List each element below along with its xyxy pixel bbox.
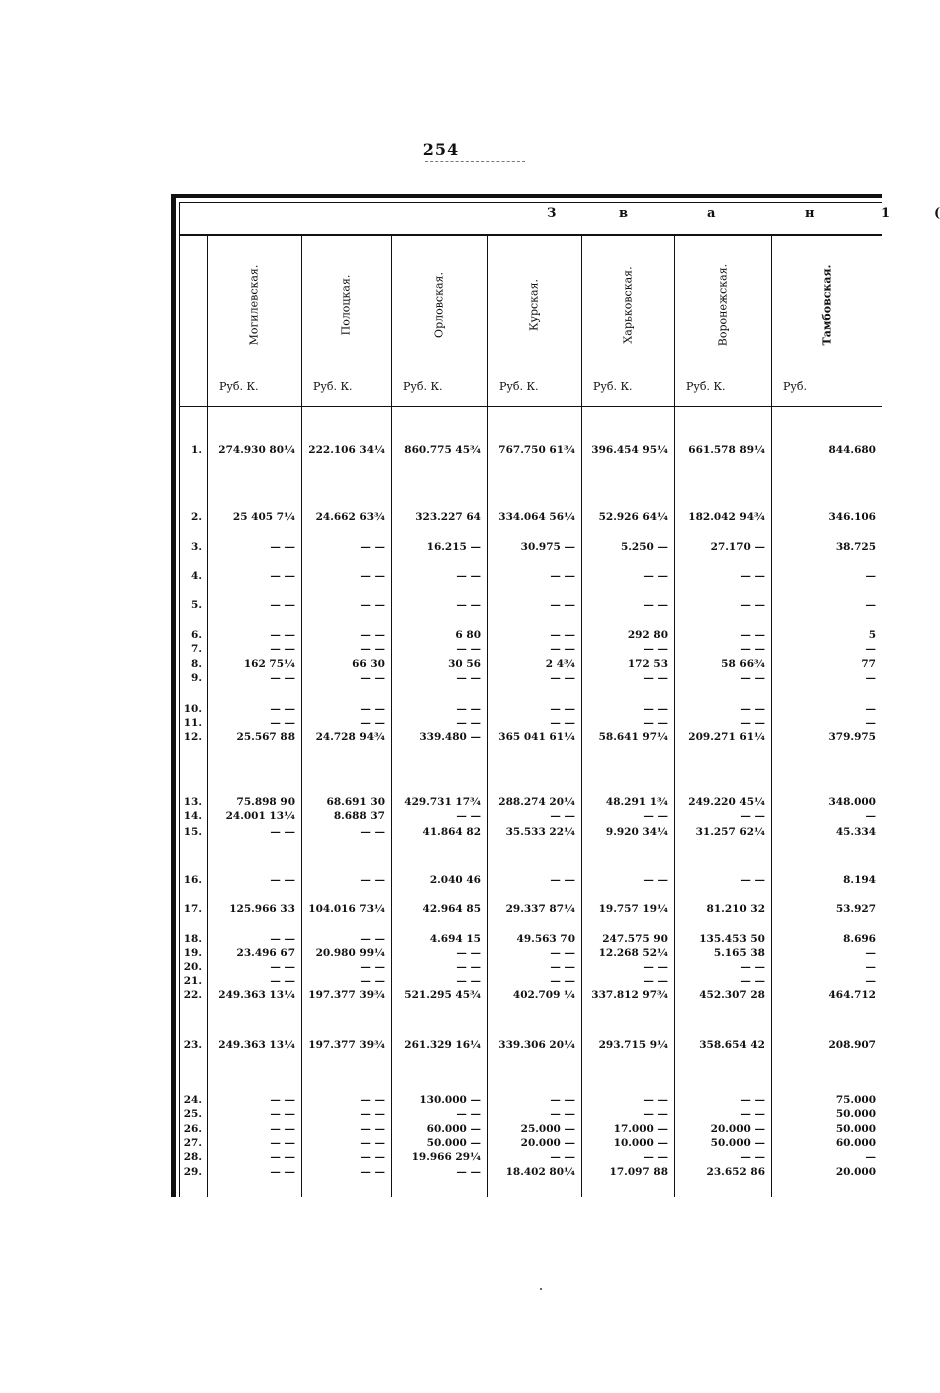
table-cell: — — — [270, 1094, 295, 1106]
row-number: 23. — [183, 1039, 202, 1051]
table-cell: 292 80 — [627, 629, 668, 641]
table-cell: 130.000 — — [419, 1094, 481, 1106]
table-cell: — — — [270, 717, 295, 729]
table-cell: 17.000 — — [613, 1123, 668, 1135]
table-cell: — — — [360, 1123, 385, 1135]
table-cell: 222.106 34¼ — [308, 444, 385, 456]
table-cell: 249.220 45¼ — [688, 796, 765, 808]
table-cell: — — — [643, 703, 668, 715]
table-cell: — — — [456, 947, 481, 959]
row-number: 9. — [191, 672, 202, 684]
table-cell: 20.000 — — [520, 1137, 575, 1149]
table-cell: — — — [270, 975, 295, 987]
table-cell: — — — [270, 1166, 295, 1178]
table-cell: 18.402 80¼ — [505, 1166, 575, 1178]
column-divider — [581, 234, 582, 1197]
row-number: 18. — [183, 933, 202, 945]
table-cell: — — — [360, 643, 385, 655]
table-cell: — — — [550, 1108, 575, 1120]
table-cell: — — — [550, 874, 575, 886]
header-letter: в — [619, 206, 629, 221]
column-header-label: Тамбовская. — [820, 264, 833, 346]
column-header-orel — [424, 250, 454, 360]
column-units: Руб. К. — [403, 380, 443, 393]
table-cell: — — — [740, 629, 765, 641]
row-number: 17. — [183, 903, 202, 915]
column-units: Руб. К. — [499, 380, 539, 393]
column-header-label: Харьковская. — [621, 266, 634, 344]
table-cell: 60.000 — — [426, 1123, 481, 1135]
column-header-mogilev — [239, 250, 269, 360]
table-cell: — — — [550, 975, 575, 987]
table-cell: — — — [550, 1151, 575, 1163]
table-cell: — — — [270, 874, 295, 886]
table-cell: 125.966 33 — [229, 903, 295, 915]
table-cell: 30 56 — [448, 658, 481, 670]
table-cell: — — — [740, 703, 765, 715]
table-cell: 172 53 — [627, 658, 668, 670]
table-cell: 844.680 — [828, 444, 876, 456]
table-cell: 4.694 15 — [429, 933, 481, 945]
table-cell: — — — [270, 599, 295, 611]
table-left-rule — [171, 194, 176, 1197]
page-number-underline — [425, 161, 525, 162]
header-letter: н — [805, 206, 815, 221]
table-cell: — — — [270, 703, 295, 715]
table-cell: 197.377 39¾ — [308, 1039, 385, 1051]
table-cell: 2 4¾ — [545, 658, 575, 670]
column-divider — [207, 234, 208, 1197]
table-cell: — — [865, 1151, 876, 1163]
header-letter: 1 — [881, 206, 891, 221]
table-cell: — — — [270, 643, 295, 655]
table-cell: — — — [550, 703, 575, 715]
table-cell: 20.980 99¼ — [315, 947, 385, 959]
table-cell: — — — [643, 717, 668, 729]
table-cell: — — — [550, 810, 575, 822]
table-cell: — — — [360, 717, 385, 729]
table-cell: — — — [270, 826, 295, 838]
table-cell: — — — [270, 961, 295, 973]
table-cell: — — — [550, 1094, 575, 1106]
table-cell: — — — [643, 1094, 668, 1106]
table-cell: — — — [643, 643, 668, 655]
table-cell: 50.000 — [835, 1108, 876, 1120]
table-cell: — — [865, 961, 876, 973]
table-cell: — — — [270, 1137, 295, 1149]
table-cell: — — — [740, 643, 765, 655]
table-cell: — — — [456, 643, 481, 655]
row-number: 27. — [183, 1137, 202, 1149]
table-cell: 293.715 9¼ — [598, 1039, 668, 1051]
column-header-label: Орловская. — [432, 272, 446, 338]
table-cell: — — [865, 975, 876, 987]
table-cell: — — — [270, 570, 295, 582]
table-cell: 42.964 85 — [422, 903, 481, 915]
table-cell: — — — [360, 541, 385, 553]
table-cell: 68.691 30 — [326, 796, 385, 808]
column-divider — [771, 234, 772, 1197]
table-cell: 396.454 95¼ — [591, 444, 668, 456]
table-top-rule — [171, 194, 882, 198]
row-number: 4. — [191, 570, 202, 582]
row-number: 16. — [183, 874, 202, 886]
table-cell: — — — [740, 810, 765, 822]
table-cell: 24.662 63¾ — [315, 511, 385, 523]
table-cell: 208.907 — [828, 1039, 876, 1051]
table-cell: 247.575 90 — [602, 933, 668, 945]
table-cell: 358.654 42 — [699, 1039, 765, 1051]
table-cell: 10.000 — — [613, 1137, 668, 1149]
table-cell: 19.966 29¼ — [411, 1151, 481, 1163]
table-cell: 25 405 7¼ — [232, 511, 295, 523]
column-divider — [301, 234, 302, 1197]
table-cell: — — [865, 672, 876, 684]
table-cell: — — — [740, 1094, 765, 1106]
table-cell: 135.453 50 — [699, 933, 765, 945]
column-units: Руб. К. — [593, 380, 633, 393]
table-cell: 27.170 — — [710, 541, 765, 553]
table-cell: 197.377 39¾ — [308, 989, 385, 1001]
table-cell: — — — [360, 933, 385, 945]
row-number: 29. — [183, 1166, 202, 1178]
table-cell: 6 80 — [455, 629, 481, 641]
table-cell: — — — [643, 570, 668, 582]
table-cell: 24.001 13¼ — [225, 810, 295, 822]
table-cell: — — — [643, 810, 668, 822]
table-cell: — — — [740, 717, 765, 729]
column-header-polotsk — [331, 250, 361, 360]
table-cell: — — [865, 717, 876, 729]
table-cell: — — — [360, 672, 385, 684]
table-cell: 23.652 86 — [706, 1166, 765, 1178]
column-units: Руб. К. — [219, 380, 259, 393]
table-cell: 31.257 62¼ — [695, 826, 765, 838]
table-cell: 75.000 — [835, 1094, 876, 1106]
table-cell: — — — [550, 961, 575, 973]
table-cell: 402.709 ¼ — [512, 989, 575, 1001]
column-units: Руб. — [783, 380, 807, 393]
row-number: 19. — [183, 947, 202, 959]
table-cell: — — [865, 599, 876, 611]
table-cell: — — — [550, 947, 575, 959]
table-cell: — — — [360, 1166, 385, 1178]
row-number: 22. — [183, 989, 202, 1001]
column-divider — [674, 234, 675, 1197]
table-cell: — — — [740, 975, 765, 987]
table-cell: 66 30 — [352, 658, 385, 670]
table-cell: 8.194 — [843, 874, 876, 886]
row-number: 14. — [183, 810, 202, 822]
table-cell: 50.000 — [835, 1123, 876, 1135]
column-header-label: Полоцкая. — [339, 274, 353, 336]
table-cell: — — — [643, 1151, 668, 1163]
row-number: 6. — [191, 629, 202, 641]
row-number: 1. — [191, 444, 202, 456]
table-cell: — — — [550, 717, 575, 729]
table-cell: — — — [360, 874, 385, 886]
table-cell: — — — [456, 1108, 481, 1120]
row-number: 3. — [191, 541, 202, 553]
table-cell: 81.210 32 — [706, 903, 765, 915]
table-cell: — — — [456, 961, 481, 973]
row-number: 7. — [191, 643, 202, 655]
row-number: 5. — [191, 599, 202, 611]
table-cell: — — — [740, 1151, 765, 1163]
table-cell: 8.696 — [843, 933, 876, 945]
table-cell: 379.975 — [828, 731, 876, 743]
table-cell: 339.480 — — [419, 731, 481, 743]
table-cell: — — — [643, 1108, 668, 1120]
table-cell: — — — [740, 599, 765, 611]
table-cell: — — [865, 643, 876, 655]
table-cell: 60.000 — [835, 1137, 876, 1149]
table-cell: — — — [360, 629, 385, 641]
statistical-table — [171, 194, 940, 1197]
table-cell: 12.268 52¼ — [598, 947, 668, 959]
table-cell: 249.363 13¼ — [218, 989, 295, 1001]
column-header-voronezh — [708, 250, 738, 360]
column-header-kursk — [519, 250, 549, 360]
table-cell: — — — [360, 1151, 385, 1163]
table-cell: 5.165 38 — [713, 947, 765, 959]
table-cell: 323.227 64 — [415, 511, 481, 523]
table-cell: 767.750 61¾ — [498, 444, 575, 456]
table-cell: — — — [360, 1108, 385, 1120]
row-number: 24. — [183, 1094, 202, 1106]
row-number: 10. — [183, 703, 202, 715]
column-units: Руб. К. — [686, 380, 726, 393]
table-cell: — — [865, 810, 876, 822]
table-cell: — — — [270, 672, 295, 684]
table-cell: 50.000 — — [710, 1137, 765, 1149]
table-cell: 38.725 — [835, 541, 876, 553]
row-number: 13. — [183, 796, 202, 808]
table-cell: 25.000 — — [520, 1123, 575, 1135]
row-number: 21. — [183, 975, 202, 987]
table-cell: 30.975 — — [520, 541, 575, 553]
table-cell: — — — [360, 570, 385, 582]
row-number: 25. — [183, 1108, 202, 1120]
table-cell: — — — [456, 975, 481, 987]
table-cell: — — — [456, 1166, 481, 1178]
table-cell: — — — [360, 826, 385, 838]
column-header-label: Курская. — [527, 278, 541, 332]
table-cell: 337.812 97¾ — [591, 989, 668, 1001]
table-cell: 288.274 20¼ — [498, 796, 575, 808]
table-cell: 16.215 — — [426, 541, 481, 553]
table-cell: 23.496 67 — [236, 947, 295, 959]
table-cell: 8.688 37 — [333, 810, 385, 822]
header-letter: ( — [934, 206, 940, 221]
column-divider — [391, 234, 392, 1197]
table-cell: — — — [270, 933, 295, 945]
table-cell: 25.567 88 — [236, 731, 295, 743]
table-cell: — — [865, 570, 876, 582]
table-cell: — — — [270, 1151, 295, 1163]
table-cell: 348.000 — [828, 796, 876, 808]
table-cell: 452.307 28 — [699, 989, 765, 1001]
table-cell: — — — [643, 975, 668, 987]
table-cell: 860.775 45¾ — [404, 444, 481, 456]
page-number: 254 — [422, 140, 460, 159]
table-cell: — — — [643, 599, 668, 611]
table-cell: — — — [360, 961, 385, 973]
table-cell: 346.106 — [828, 511, 876, 523]
table-cell: — — — [643, 961, 668, 973]
column-header-label: Воронежская. — [716, 263, 729, 347]
table-cell: 58 66¾ — [721, 658, 765, 670]
table-cell: 20.000 — — [710, 1123, 765, 1135]
table-cell: — — — [550, 599, 575, 611]
table-cell: 20.000 — [835, 1166, 876, 1178]
table-cell: — — — [740, 961, 765, 973]
table-cell: 334.064 56¼ — [498, 511, 575, 523]
row-number: 26. — [183, 1123, 202, 1135]
table-cell: 209.271 61¼ — [688, 731, 765, 743]
table-cell: — — — [740, 570, 765, 582]
table-cell: — — — [456, 717, 481, 729]
column-header-tambov — [812, 250, 842, 360]
table-cell: 104.016 73¼ — [308, 903, 385, 915]
table-cell: — — — [643, 672, 668, 684]
table-cell: 365 041 61¼ — [498, 731, 575, 743]
table-cell: 52.926 64¼ — [598, 511, 668, 523]
table-cell: — — — [360, 1094, 385, 1106]
table-cell: 261.329 16¼ — [404, 1039, 481, 1051]
table-cell: — — — [456, 570, 481, 582]
table-cell: 274.930 80¼ — [218, 444, 295, 456]
table-cell: — — — [550, 643, 575, 655]
column-divider — [487, 234, 488, 1197]
row-number: 28. — [183, 1151, 202, 1163]
table-cell: 464.712 — [828, 989, 876, 1001]
table-cell: — — — [456, 672, 481, 684]
table-cell: — — — [456, 703, 481, 715]
table-cell: 19.757 19¼ — [598, 903, 668, 915]
table-cell: 53.927 — [835, 903, 876, 915]
table-cell: 5 — [868, 629, 876, 641]
table-cell: 77 — [861, 658, 876, 670]
table-cell: 162 75¼ — [243, 658, 295, 670]
table-cell: 429.731 17¾ — [404, 796, 481, 808]
row-number: 8. — [191, 658, 202, 670]
row-number: 15. — [183, 826, 202, 838]
table-cell: — — — [270, 629, 295, 641]
row-number: 2. — [191, 511, 202, 523]
table-cell: 339.306 20¼ — [498, 1039, 575, 1051]
table-cell: 41.864 82 — [422, 826, 481, 838]
table-cell: 48.291 1¾ — [605, 796, 668, 808]
table-cell: 2.040 46 — [429, 874, 481, 886]
table-cell: — — — [270, 1123, 295, 1135]
table-header-title — [371, 206, 940, 226]
table-cell: 249.363 13¼ — [218, 1039, 295, 1051]
table-cell: 17.097 88 — [609, 1166, 668, 1178]
table-cell: 50.000 — — [426, 1137, 481, 1149]
table-cell: — — [865, 703, 876, 715]
header-letter: З — [547, 206, 557, 221]
table-cell: 24.728 94¾ — [315, 731, 385, 743]
table-cell: — — — [456, 599, 481, 611]
table-cell: — — — [360, 1137, 385, 1149]
row-number: 11. — [183, 717, 202, 729]
table-cell: — — — [270, 1108, 295, 1120]
table-cell: 661.578 89¼ — [688, 444, 765, 456]
column-units: Руб. К. — [313, 380, 353, 393]
table-cell: — — — [643, 874, 668, 886]
table-cell: 49.563 70 — [516, 933, 575, 945]
table-cell: — — — [550, 672, 575, 684]
table-cell: 45.334 — [835, 826, 876, 838]
table-cell: — — — [550, 629, 575, 641]
table-cell: 521.295 45¾ — [404, 989, 481, 1001]
row-number: 12. — [183, 731, 202, 743]
column-header-label: Могилевская. — [247, 264, 261, 346]
table-cell: 75.898 90 — [236, 796, 295, 808]
table-cell: 5.250 — — [620, 541, 668, 553]
row-number: 20. — [183, 961, 202, 973]
table-cell: — — — [740, 672, 765, 684]
table-cell: 29.337 87¼ — [505, 903, 575, 915]
column-header-kharkov — [613, 250, 643, 360]
table-cell: 9.920 34¼ — [605, 826, 668, 838]
table-cell: — — — [360, 703, 385, 715]
table-cell: — — — [360, 599, 385, 611]
table-cell: — — — [270, 541, 295, 553]
table-cell: — — — [740, 1108, 765, 1120]
table-cell: 182.042 94¾ — [688, 511, 765, 523]
table-cell: 35.533 22¼ — [505, 826, 575, 838]
table-cell: — — [865, 947, 876, 959]
table-cell: — — — [740, 874, 765, 886]
header-letter: а — [707, 206, 716, 221]
table-cell: — — — [550, 570, 575, 582]
table-cell: — — — [360, 975, 385, 987]
table-cell: 58.641 97¼ — [598, 731, 668, 743]
table-cell: — — — [456, 810, 481, 822]
